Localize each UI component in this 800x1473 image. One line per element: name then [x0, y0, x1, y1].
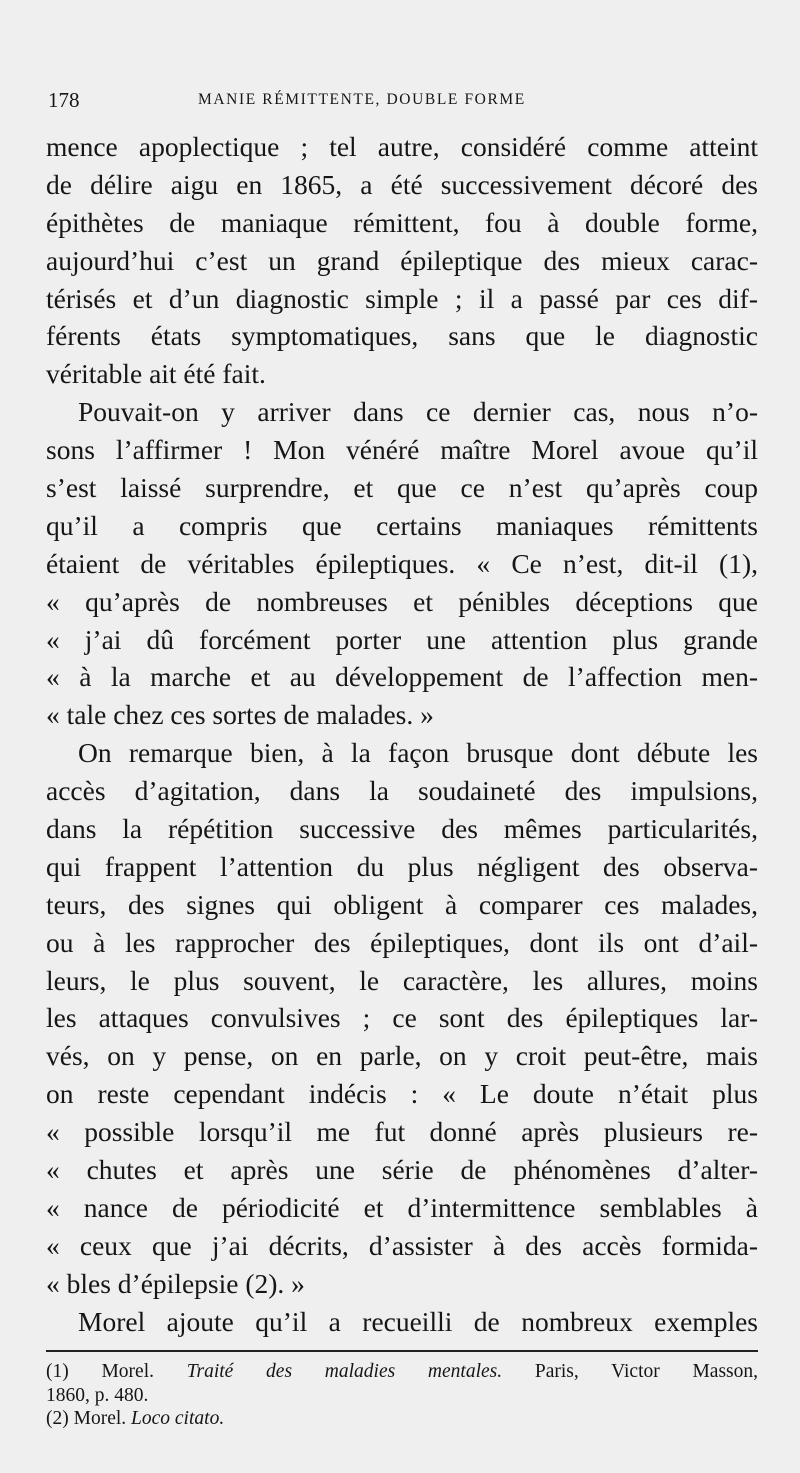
text-line: ou à les rapprocher des épileptiques, dont ils ont d’ail-	[46, 926, 758, 958]
text-line: térisés et d’un diagnostic simple ; il a passé par ces dif-	[46, 282, 758, 314]
text-line: de délire aigu en 1865, a été successivement décoré des	[46, 168, 758, 200]
footnote-2	[46, 1407, 758, 1431]
text-line: les attaques convulsives ; ce sont des épileptiques lar-	[46, 1002, 758, 1034]
footnote-rule	[46, 1350, 758, 1352]
footnote-1-title: Traité des maladies mentales.	[186, 1361, 503, 1382]
body-text	[46, 128, 758, 1341]
text-line: s’est laissé surprendre, et que ce n’est qu’après coup	[46, 472, 758, 504]
footnote-1	[46, 1360, 758, 1384]
text-line: sons l’affirmer ! Mon vénéré maître Morel avoue qu’il	[46, 434, 758, 466]
text-line: férents états symptomatiques, sans que le diagnostic	[46, 320, 758, 352]
text-line: qu’il a compris que certains maniaques rémittents	[46, 509, 758, 541]
text-line: on reste cependant indécis : « Le doute n’était plus	[46, 1078, 758, 1110]
text-line: vés, on y pense, on en parle, on y croit peut-être, mais	[46, 1040, 758, 1072]
text-line: teurs, des signes qui obligent à comparer ces malades,	[46, 888, 758, 920]
footnote-1-continuation: 1860, p. 480.	[46, 1384, 149, 1406]
text-line: « à la marche et au développement de l’affection men-	[46, 661, 758, 693]
text-line: dans la répétition successive des mêmes particularités,	[46, 813, 758, 845]
footnote-1-mark: (1) Morel.	[46, 1361, 154, 1382]
page-number: 178	[48, 88, 80, 112]
text-line: mence apoplectique ; tel autre, considéré comme atteint	[46, 131, 758, 162]
text-line: véritable ait été fait.	[46, 358, 266, 390]
text-line: On remarque bien, à la façon brusque dont débute les	[78, 737, 758, 769]
footnote-2-mark: (2) Morel.	[46, 1408, 127, 1429]
text-line: étaient de véritables épileptiques. « Ce n’est, dit-il (1),	[46, 547, 758, 579]
running-title: MANIE RÉMITTENTE, DOUBLE FORME	[198, 91, 526, 108]
text-line: « bles d’épilepsie (2). »	[46, 1267, 305, 1299]
text-line: qui frappent l’attention du plus négligent des observa-	[46, 850, 758, 882]
text-line: Morel ajoute qu’il a recueilli de nombreux exemples	[78, 1305, 758, 1337]
text-line: « nance de périodicité et d’intermittence semblables à	[46, 1191, 758, 1223]
text-line: « qu’après de nombreuses et pénibles déceptions que	[46, 585, 758, 617]
footnote-1-publisher: Paris, Victor Masson,	[534, 1361, 759, 1382]
running-head	[48, 88, 758, 120]
text-line: « chutes et après une série de phénomènes d’alter-	[46, 1154, 758, 1186]
text-line: Pouvait-on y arriver dans ce dernier cas, nous n’o-	[78, 396, 758, 428]
text-line: leurs, le plus souvent, le caractère, les allures, moins	[46, 964, 758, 996]
text-line: « possible lorsqu’il me fut donné après plusieurs re-	[46, 1116, 758, 1148]
text-line: « tale chez ces sortes de malades. »	[46, 699, 434, 731]
footnotes	[46, 1360, 758, 1431]
text-line: épithètes de maniaque rémittent, fou à double forme,	[46, 206, 758, 238]
text-line: « j’ai dû forcément porter une attention plus grande	[46, 623, 758, 655]
text-line: « ceux que j’ai décrits, d’assister à des accès formida-	[46, 1229, 758, 1261]
footnote-2-title: Loco citato.	[131, 1408, 225, 1429]
text-line: aujourd’hui c’est un grand épileptique des mieux carac-	[46, 244, 758, 276]
text-line: accès d’agitation, dans la soudaineté des impulsions,	[46, 775, 758, 807]
